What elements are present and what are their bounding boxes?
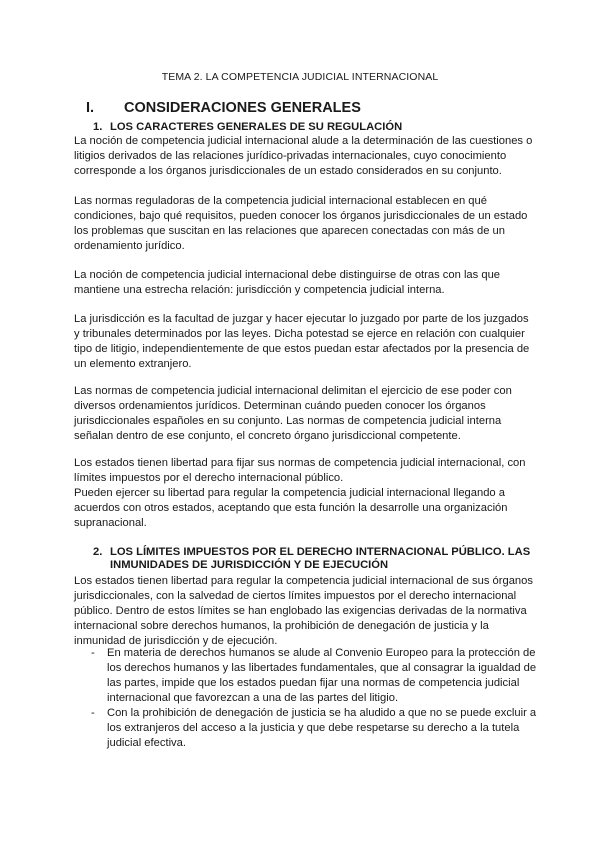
bullet-text: Con la prohibición de denegación de justicia se ha aludido a que no se puede excluir a los extranjeros del acceso a la justicia y que debe respetarse su derecho a la tutela judicial efectiva. xyxy=(107,707,537,749)
subsection-2-title-line-1: LOS LÍMITES IMPUESTOS POR EL DERECHO INTERNACIONAL PÚBLICO. LAS xyxy=(110,546,531,558)
document-title: TEMA 2. LA COMPETENCIA JUDICIAL INTERNACIONAL xyxy=(161,71,439,83)
paragraph: La noción de competencia judicial internacional alude a la determinación de las cuestiones o litigios derivados de las relaciones jurídico-privadas internacionales, cuyo conocimiento corresponde a los órganos jurisdiccionales de un estado considerados en su conjunto. xyxy=(74,135,533,177)
section-title: CONSIDERACIONES GENERALES xyxy=(124,100,361,116)
subsection-2-number: 2. xyxy=(93,546,103,558)
paragraph: Pueden ejercer su libertad para regular la competencia judicial internacional llegando a acuerdos con otros estados, aceptando que esta función la desarrolle una organización supranacional. xyxy=(74,487,508,529)
section-heading xyxy=(86,100,361,116)
bullet-dash: - xyxy=(91,647,95,659)
paragraph: Las normas de competencia judicial internacional delimitan el ejercicio de ese poder con diversos ordenamientos jurídicos. Determinan cuándo pueden conocer los órganos jurisdiccionales españoles en su conjunto. Las normas de competencia judicial interna señalan dentro de ese conjunto, el concreto órgano jurisdiccional competente. xyxy=(74,385,512,442)
paragraph: Las normas reguladoras de la competencia judicial internacional establecen en qué condiciones, bajo qué requisitos, pueden conocer los órganos jurisdiccionales de un estado los problemas que suscitan en las relaciones que aparecen conectadas con más de un ordenamiento jurídico. xyxy=(74,195,528,252)
subsection-1-heading xyxy=(93,121,402,134)
bullet-dash: - xyxy=(91,707,95,719)
bullet-item xyxy=(91,706,537,751)
paragraph: La noción de competencia judicial internacional debe distinguirse de otras con las que mantiene una estrecha relación: jurisdicción y competencia judicial interna. xyxy=(74,269,501,296)
subsection-1-number: 1. xyxy=(93,121,103,133)
paragraph: Los estados tienen libertad para regular la competencia judicial internacional de sus órganos jurisdiccionales, con la salvedad de ciertos límites impuestos por el derecho internacional público. Dentro de estos límites se han englobado las exigencias derivadas de la normativa internacional sobre derechos humanos, la prohibición de denegación de justicia y la inmunidad de jurisdicción y de ejecución. xyxy=(74,575,533,647)
subsection-1-title: LOS CARACTERES GENERALES DE SU REGULACIÓN xyxy=(110,121,403,133)
bullet-item xyxy=(91,646,537,706)
paragraph: La jurisdicción es la facultad de juzgar y hacer ejecutar lo juzgado por parte de los juzgados y tribunales determinados por las leyes. Dicha potestad se ejerce en relación con cualquier tipo de litigio, independientemente de que estos puedan estar afectados por la presencia de un elemento extranjero. xyxy=(74,313,530,370)
bullet-text: En materia de derechos humanos se alude al Convenio Europeo para la protección de los derechos humanos y las libertades fundamentales, que al consagrar la igualdad de las partes, impide que los estados puedan fijar una normas de competencia judicial internacional que favorezcan a una de las partes del litigio. xyxy=(107,647,537,704)
section-number: I. xyxy=(86,100,95,116)
paragraph: Los estados tienen libertad para fijar sus normas de competencia judicial internacional, con límites impuestos por el derecho internacional público. xyxy=(74,457,526,484)
subsection-2-title-line-2: INMUNIDADES DE JURISDICCIÓN Y DE EJECUCIÓN xyxy=(110,559,389,571)
subsection-2-heading xyxy=(93,546,530,572)
